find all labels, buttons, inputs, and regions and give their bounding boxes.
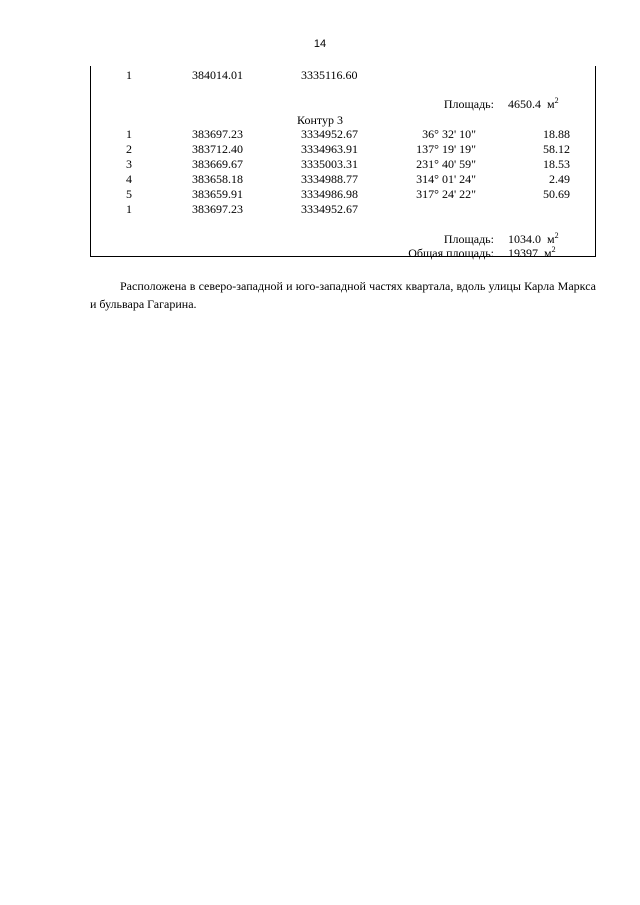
coord-y: 3334963.91 bbox=[301, 142, 358, 156]
coord-x: 383697.23 bbox=[192, 202, 243, 216]
location-description: Расположена в северо-западной и юго-западной частях квартала, вдоль улицы Карла Маркса и бульвара Гагарина. bbox=[90, 279, 596, 311]
contour-title: Контур 3 bbox=[297, 113, 343, 127]
point-number: 4 bbox=[126, 172, 132, 186]
area-label: Площадь: bbox=[443, 232, 494, 246]
point-number: 2 bbox=[126, 142, 132, 156]
coord-y: 3334952.67 bbox=[301, 202, 358, 216]
table-row bbox=[0, 68, 640, 82]
distance: 58.12 bbox=[543, 142, 570, 156]
table-row bbox=[0, 157, 640, 171]
area-row bbox=[0, 97, 640, 111]
area-row bbox=[0, 232, 640, 246]
distance: 18.53 bbox=[543, 157, 570, 171]
point-number: 5 bbox=[126, 187, 132, 201]
total-area-value: 19397 $м^2$ bbox=[508, 245, 556, 260]
area-label: Площадь: bbox=[443, 97, 494, 111]
table-row bbox=[0, 127, 640, 141]
point-number: 1 bbox=[126, 127, 132, 141]
point-number: 1 bbox=[126, 68, 132, 82]
table-row bbox=[0, 172, 640, 186]
direction-angle: 231° 40' 59" bbox=[416, 157, 476, 171]
distance: 18.88 bbox=[543, 127, 570, 141]
distance: 50.69 bbox=[543, 187, 570, 201]
coord-y: 3335116.60 bbox=[301, 68, 358, 82]
point-number: 3 bbox=[126, 157, 132, 171]
coord-x: 383669.67 bbox=[192, 157, 243, 171]
direction-angle: 137° 19' 19" bbox=[416, 142, 476, 156]
coord-y: 3335003.31 bbox=[301, 157, 358, 171]
total-area-row bbox=[0, 246, 640, 260]
coord-x: 383697.23 bbox=[192, 127, 243, 141]
total-area-label: Общая площадь: bbox=[408, 246, 494, 260]
point-number: 1 bbox=[126, 202, 132, 216]
coord-x: 384014.01 bbox=[192, 68, 243, 82]
table-row bbox=[0, 187, 640, 201]
page-number: 14 bbox=[313, 38, 327, 50]
table-row bbox=[0, 202, 640, 216]
distance: 2.49 bbox=[549, 172, 570, 186]
table-row bbox=[0, 142, 640, 156]
coord-y: 3334988.77 bbox=[301, 172, 358, 186]
coord-x: 383659.91 bbox=[192, 187, 243, 201]
contour-title-row bbox=[0, 113, 640, 127]
coord-x: 383658.18 bbox=[192, 172, 243, 186]
direction-angle: 36° 32' 10" bbox=[422, 127, 476, 141]
direction-angle: 317° 24' 22" bbox=[416, 187, 476, 201]
coord-y: 3334986.98 bbox=[301, 187, 358, 201]
direction-angle: 314° 01' 24" bbox=[416, 172, 476, 186]
area-value: 1034.0 $м^2$ bbox=[508, 231, 559, 246]
area-value: 4650.4 $м^2$ bbox=[508, 96, 559, 111]
coord-y: 3334952.67 bbox=[301, 127, 358, 141]
coord-x: 383712.40 bbox=[192, 142, 243, 156]
